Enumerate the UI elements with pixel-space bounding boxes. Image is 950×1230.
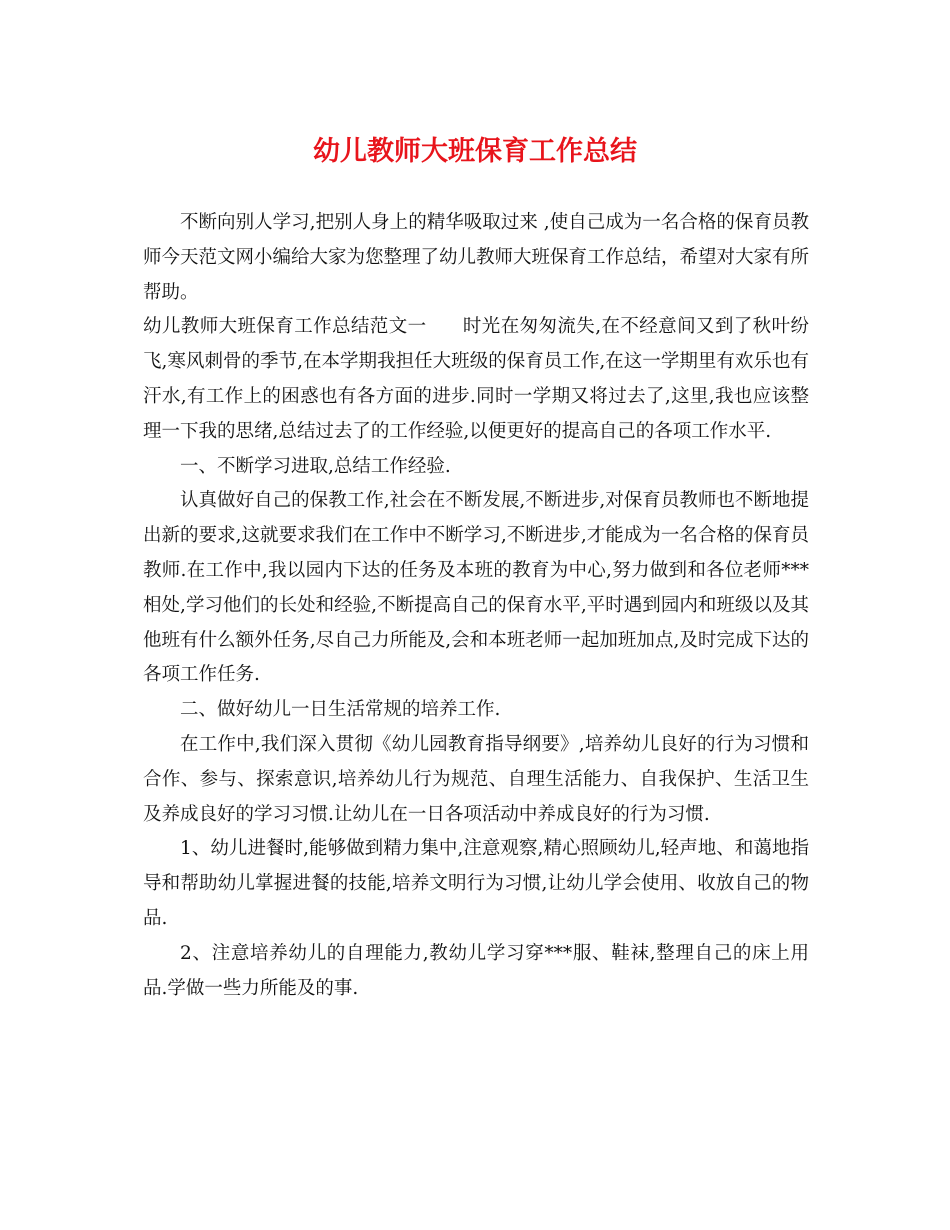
- section1-body: 认真做好自己的保教工作,社会在不断发展,不断进步,对保育员教师也不断地提出新的要求,这就要求我们在工作中不断学习,不断进步,才能成为一名合格的保育员教师.在工作中,我以园内下达的任务及本班的教育为中心,努力做到和各位老师***相处,学习他们的长处和经验,不断提高自己的保育水平,平时遇到园内和班级以及其他班有什么额外任务,尽自己力所能及,会和本班老师一起加班加点,及时完成下达的各项工作任务.: [143, 490, 809, 686]
- list-item-1: 1、幼儿进餐时,能够做到精力集中,注意观察,精心照顾幼儿,轻声地、和蔼地指导和帮助幼儿掌握进餐的技能,培养文明行为习惯,让幼儿学会使用、收放自己的物品.: [143, 838, 809, 929]
- section2-heading: 二、做好幼儿一日生活常规的培养工作.: [180, 699, 501, 721]
- sample-opening: 时光在匆匆流失,在不经意间又到了秋叶纷飞,寒风刺骨的季节,在本学期我担任大班级的保育员工作,在这一学期里有欢乐也有汗水,有工作上的困惑也有各方面的进步.同时一学期又将过去了,这里,我也应该整理一下我的思绪,总结过去了的工作经验,以便更好的提高自己的各项工作水平.: [143, 316, 809, 442]
- intro-paragraph: 不断向别人学习,把别人身上的精华吸取过来 ,使自己成为一名合格的保育员教师今天范文网小编给大家为您整理了幼儿教师大班保育工作总结，希望对大家有所帮助。: [143, 212, 810, 303]
- sample-heading: 幼儿教师大班保育工作总结范文一: [143, 316, 427, 338]
- document-title: 幼儿教师大班保育工作总结: [313, 136, 637, 167]
- list-item-2: 2、注意培养幼儿的自理能力,教幼儿学习穿***服、鞋袜,整理自己的床上用品.学做一些力所能及的事.: [143, 942, 809, 999]
- sample-paragraph: [143, 310, 809, 449]
- section1-heading: 一、不断学习进取,总结工作经验.: [180, 455, 451, 477]
- section2-body: 在工作中,我们深入贯彻《幼儿园教育指导纲要》,培养幼儿良好的行为习惯和合作、参与、探索意识,培养幼儿行为规范、自理生活能力、自我保护、生活卫生及养成良好的学习习惯.让幼儿在一日各项活动中养成良好的行为习惯.: [143, 733, 809, 825]
- document-body: [143, 206, 809, 1006]
